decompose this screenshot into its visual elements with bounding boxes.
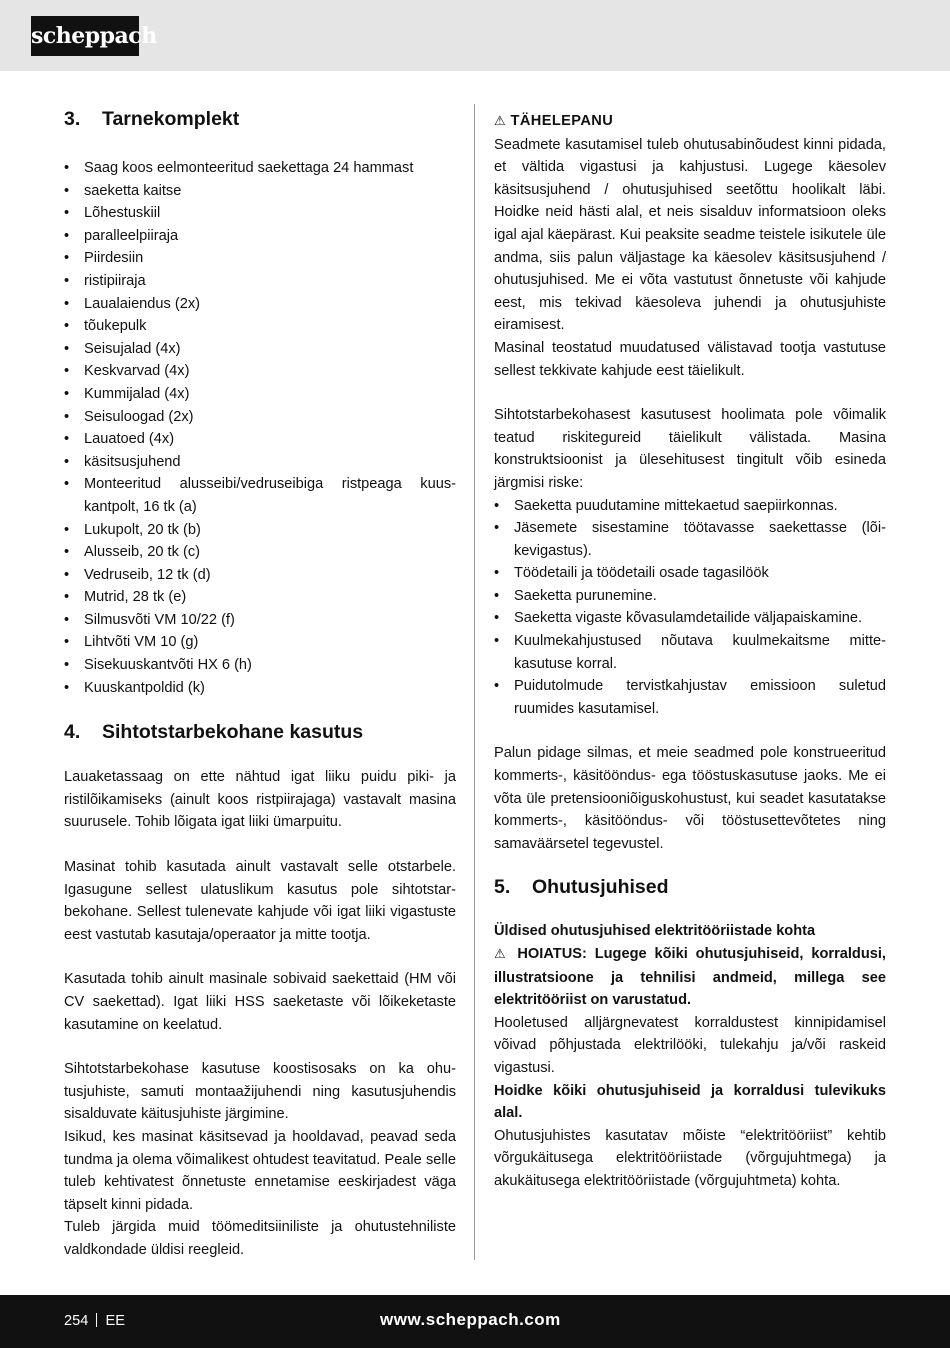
paragraph: Masinat tohib kasutada ainult vastavalt selle otstarbele. Igasugune sellest ulatuslikum kasutus pole sihtotstarbekohane. Sellest tulenevate kahjude või igat liiki vigastuste eest vastutab kasutaja/operaator ja mitte tootja.	[64, 859, 456, 943]
section-4-heading	[64, 719, 456, 745]
list-item: • Keskvarvad (4x)	[64, 360, 456, 383]
list-item: • Saeketta vigaste kõvasulamdetailide väljapaiskamine.	[494, 607, 886, 630]
definition-paragraph: Ohutusjuhistes kasutatav mõiste “elektritööriist” kehtib võrgukäitusega elektritööriistade (võrgujuhtmega) ja akukäitusega elektritööriistade (võrgujuhtmeta) kohta.	[494, 1127, 886, 1189]
paragraph: Kasutada tohib ainult masinale sobivaid saekettaid (HM või CV saekettad). Igat liiki HSS saeketaste või lõikeketaste kasutamine on keelatud.	[64, 971, 456, 1033]
list-item: • tõukepulk	[64, 315, 456, 338]
page-footer	[0, 1295, 950, 1348]
website-url: www.scheppach.com	[380, 1310, 561, 1329]
list-item: • Silmusvõti VM 10/22 (f)	[64, 609, 456, 632]
list-item: • Lauatoed (4x)	[64, 428, 456, 451]
list-item: • paralleelpiiraja	[64, 225, 456, 248]
warning-triangle-icon: ⚠	[494, 114, 507, 129]
right-column	[494, 110, 886, 1193]
general-safety-title: Üldised ohutusjuhised elektritööriistade kohta	[494, 923, 816, 940]
list-item: • Töödetaili ja töödetaili osade tagasilöök	[494, 562, 886, 585]
paragraph: Isikud, kes masinat käsitsevad ja hooldavad, peavad seda tundma ja olema võimalikest ohtudest teavitatud. Peale selle tuleb kehtivatest õnnetuste ennetamise eeskirjadest väga täpselt kinni pidada.	[64, 1128, 456, 1213]
column-divider	[474, 104, 475, 1260]
section-5-heading	[494, 874, 886, 900]
paragraph: Hooletused alljärgnevatest korraldustest kinnipidamisel võivad põhjustada elektrilööki, tulekahju ja/või raskeid vigastusi.	[494, 1014, 886, 1076]
section-title: Tarnekomplekt	[102, 108, 240, 130]
list-item: • ristipiiraja	[64, 270, 456, 293]
section-number: 5.	[494, 876, 511, 899]
list-item: • Vedruseib, 12 tk (d)	[64, 564, 456, 587]
section-title: Sihtotstarbekohane kasutus	[102, 721, 364, 744]
section-number: 3.	[64, 108, 81, 130]
list-item: • Lõhestuskiil	[64, 202, 456, 225]
paragraph: Lauaketassaag on ette nähtud igat liiku puidu piki- ja ristilõikamiseks (ainult koos ristpiirajaga) vastavalt masina suurusele. Tohib lõigata igat liiki ümarpuitu.	[64, 769, 456, 831]
list-item: • Kuulmekahjustused nõutava kuulmekaitsme mittekasutuse korral.	[494, 630, 886, 675]
list-item: • Monteeritud alusseibi/vedruseibiga ristpeaga kuuskantpolt, 16 tk (a)	[64, 473, 456, 518]
list-item: • Seisujalad (4x)	[64, 338, 456, 361]
warning-triangle-icon: ⚠	[494, 947, 510, 962]
section-3-heading	[64, 106, 456, 132]
warning-text: Seadmete kasutamisel tuleb ohutusabinõudest kinni pidada, et vältida vigastusi ja kahjustusi. Lugege käesolev käsitsusjuhend / ohutusjuhised seetõttu hoolikalt läbi. Hoidke neid hästi alal, et neis sisalduv informatsioon oleks igal ajal käepärast. Kui peaksite seadme teistele isikutele üle andma, siis palun väljastage ka käesolev käsitsusjuhend / ohutusjuhised. Me ei võta vastutust õnnetuste või kahjude eest, mis tekivad käesoleva juhendi ja ohutusjuhiste eiramisest.	[494, 136, 886, 334]
list-item: • Lihtvõti VM 10 (g)	[64, 631, 456, 654]
list-item: • Saag koos eelmonteeritud saekettaga 24 hammast	[64, 157, 456, 180]
paragraph: Sihtotstarbekohase kasutuse koostisosaks on ka ohutusjuhiste, samuti montaažijuhendi ning kasutusjuhendis sisalduvate käitusjuhiste järgimine.	[64, 1061, 456, 1123]
list-item: • Alusseib, 20 tk (c)	[64, 541, 456, 564]
hoiatus-text: HOIATUS: Lugege kõiki ohutusjuhiseid, korraldusi, illustratsioone ja tehnilisi andmeid, millega see elektritööriist on varustatud.	[494, 946, 886, 1009]
page-header	[0, 0, 950, 71]
list-item: • Laualaiendus (2x)	[64, 293, 456, 316]
list-item: • Seisuloogad (2x)	[64, 406, 456, 429]
list-item: • Sisekuuskantvõti HX 6 (h)	[64, 654, 456, 677]
list-item: • Lukupolt, 20 tk (b)	[64, 519, 456, 542]
list-item: • Piirdesiin	[64, 247, 456, 270]
language-code: EE	[105, 1313, 125, 1329]
delivery-list	[64, 157, 456, 699]
list-item: • Puidutolmude tervistkahjustav emissioon suletud ruumides kasutamisel.	[494, 675, 886, 720]
risk-intro: Sihtotstarbekohasest kasutusest hoolimata pole võimalik teatud riskitegureid täielikult välistada. Masina konstruktsioonist ja ülesehitusest tingitult võib esineda järgmisi riske:	[494, 407, 886, 491]
warning-text-2: Masinal teostatud muudatused välistavad tootja vastutuse sellest tekkivate kahjude eest täielikult.	[494, 339, 886, 379]
list-item: • Jäsemete sisestamine töötavasse saekettasse (lõikevigastus).	[494, 517, 886, 562]
list-item: • Kummijalad (4x)	[64, 383, 456, 406]
keep-instructions-note: Hoidke kõiki ohutusjuhiseid ja korraldusi tulevikuks alal.	[494, 1082, 886, 1122]
section-number: 4.	[64, 721, 81, 744]
section-title: Ohutusjuhised	[532, 876, 669, 899]
left-column	[64, 100, 456, 1262]
risk-list	[494, 495, 886, 721]
page-indicator	[64, 1310, 125, 1332]
warning-heading	[494, 110, 886, 134]
hoiatus-warning	[494, 943, 886, 1012]
list-item: • saeketta kaitse	[64, 180, 456, 203]
commercial-use-note: Palun pidage silmas, et meie seadmed pole konstrueeritud kommerts-, käsitööndus- ega tööstuskasutuse jaoks. Me ei võta üle pretensiooniõiguskohustust, kui seadet kasutatakse kommerts-, käsitööndus- või tööstusettevõtetes ning samaväärsetel tegevustel.	[494, 745, 886, 852]
list-item: • Saeketta purunemine.	[494, 585, 886, 608]
list-item: • käsitsusjuhend	[64, 451, 456, 474]
warning-title: TÄHELEPANU	[510, 113, 614, 129]
page-number: 254	[64, 1313, 89, 1329]
list-item: • Saeketta puudutamine mittekaetud saepiirkonnas.	[494, 495, 886, 518]
list-item: • Mutrid, 28 tk (e)	[64, 586, 456, 609]
paragraph: Tuleb järgida muid töömeditsiiniliste ja ohutustehniliste valdkondade üldisi reegleid.	[64, 1219, 456, 1258]
list-item: • Kuuskantpoldid (k)	[64, 677, 456, 700]
scheppach-logo: scheppach	[31, 16, 139, 56]
